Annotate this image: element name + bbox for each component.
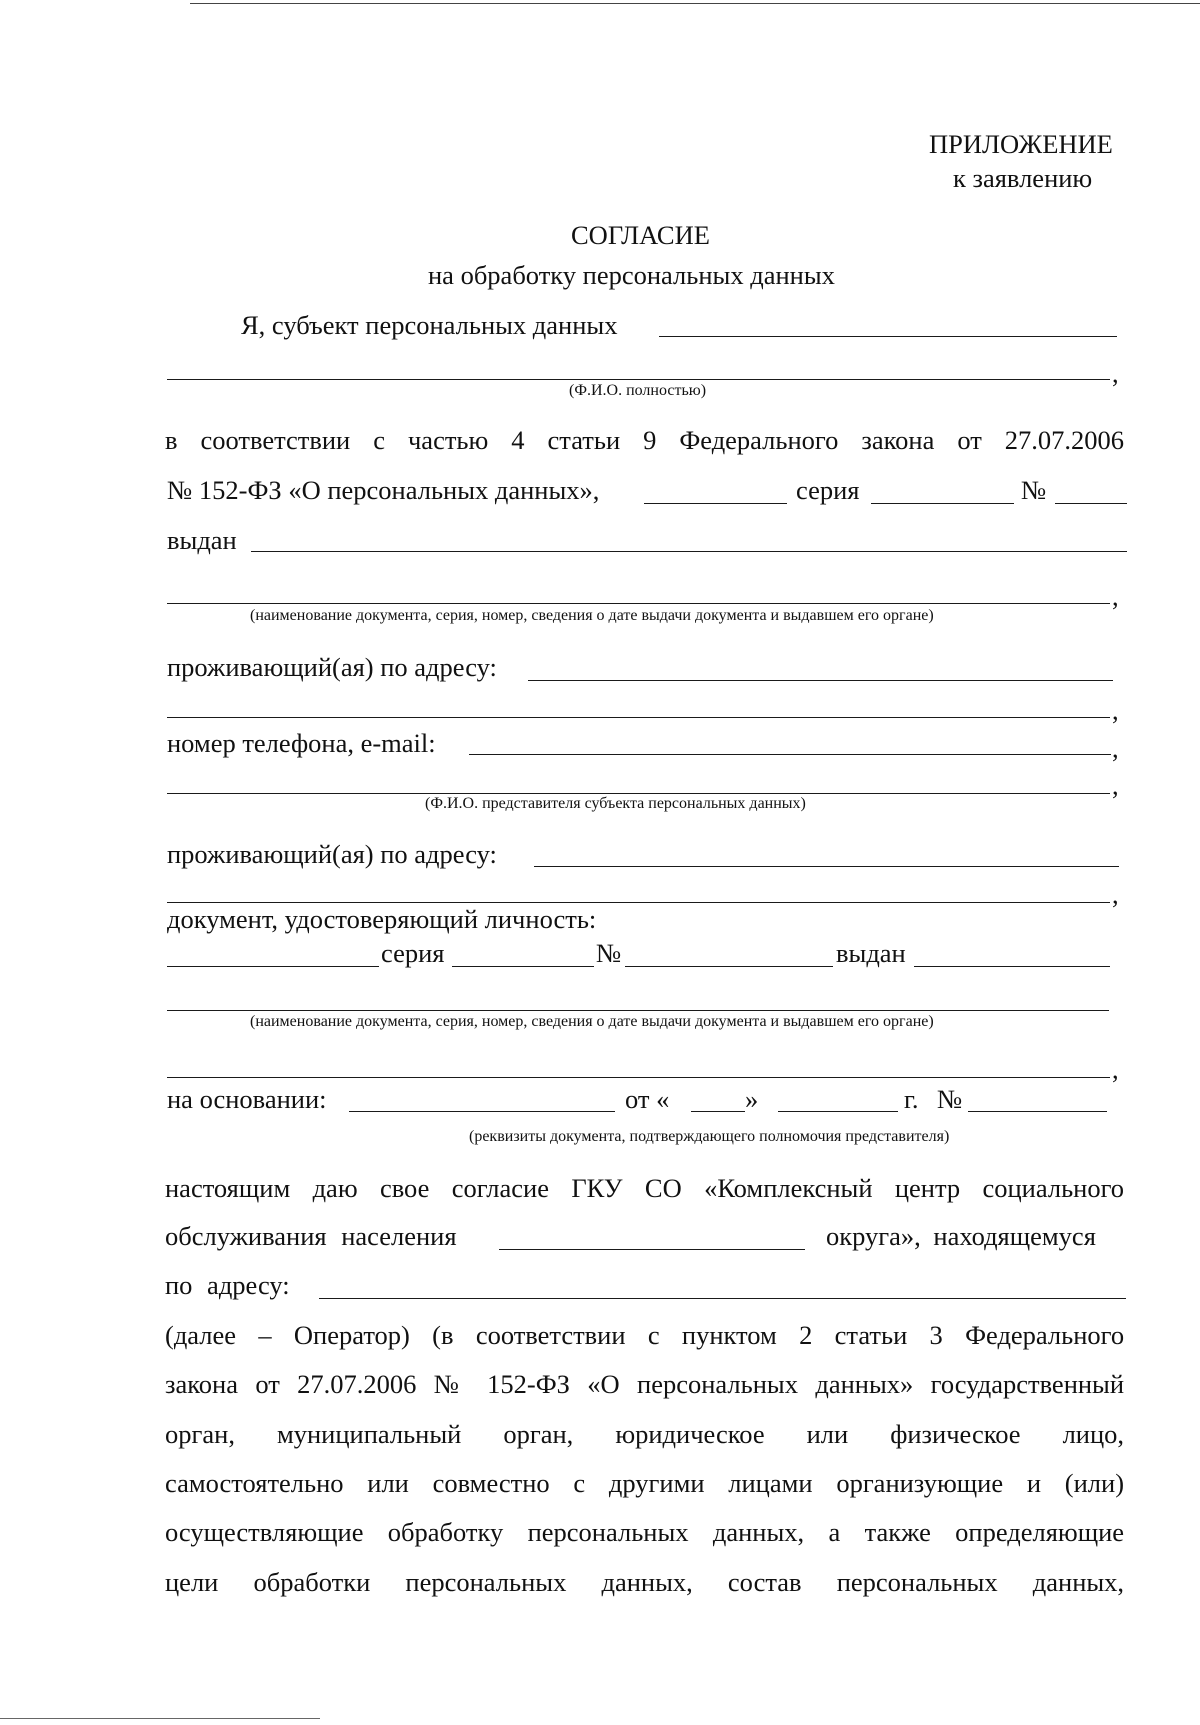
document-number-field[interactable] <box>1055 503 1127 504</box>
subject-name-caption: (Ф.И.О. полностью) <box>569 382 707 399</box>
document-title: СОГЛАСИЕ <box>571 220 710 250</box>
representative-name-field[interactable] <box>167 793 1110 794</box>
residence-label: проживающий(ая) по адресу: <box>167 652 497 682</box>
id-document-type-field[interactable] <box>167 966 379 967</box>
basis-number-field[interactable] <box>968 1111 1107 1112</box>
comma: , <box>1112 358 1119 388</box>
basis-label: на основании: <box>167 1084 327 1114</box>
comma: , <box>1112 733 1119 763</box>
basis-day-field[interactable] <box>691 1111 745 1112</box>
consent-line8: осуществляющие обработку персональных данных, а также определяющие <box>165 1517 1125 1547</box>
id-document-caption: (наименование документа, серия, номер, сведения о дате выдачи документа и выдавшем его органе) <box>250 1013 934 1030</box>
basis-date-from-label: от « <box>625 1084 670 1114</box>
consent-line4: (далее – Оператор) (в соответствии с пунктом 2 статьи 3 Федерального <box>165 1320 1125 1350</box>
scan-edge-bottom <box>0 1718 320 1719</box>
operator-address-field[interactable] <box>319 1298 1126 1299</box>
consent-line1: настоящим даю свое согласие ГКУ СО «Комплексный центр социального <box>165 1173 1125 1203</box>
series-label: серия <box>796 475 860 505</box>
appendix-heading: ПРИЛОЖЕНИЕ <box>929 129 1113 159</box>
residence-address-field[interactable] <box>528 680 1113 681</box>
representative-name-caption: (Ф.И.О. представителя субъекта персональных данных) <box>425 795 806 812</box>
subject-label: Я, субъект персональных данных <box>241 310 618 340</box>
basis-year-label: г. <box>904 1084 919 1114</box>
id-document-details-field-line2[interactable] <box>167 1077 1110 1078</box>
subject-name-field-line2[interactable] <box>167 379 1110 380</box>
residence-address-field-line2[interactable] <box>167 717 1110 718</box>
id-series-label: серия <box>381 938 445 968</box>
law-reference-line1: в соответствии с частью 4 статьи 9 Федерального закона от 27.07.2006 <box>165 425 1125 455</box>
consent-line2-start: обслуживания населения <box>165 1221 457 1251</box>
id-series-field[interactable] <box>452 966 594 967</box>
id-issued-label: выдан <box>836 938 906 968</box>
issued-by-field[interactable] <box>251 551 1127 552</box>
id-issued-field[interactable] <box>914 966 1110 967</box>
id-document-label: документ, удостоверяющий личность: <box>167 904 597 934</box>
basis-close-quote: » <box>745 1084 759 1114</box>
document-type-field[interactable] <box>644 503 787 504</box>
comma: , <box>1112 581 1119 611</box>
district-field[interactable] <box>499 1249 805 1250</box>
representative-residence-label: проживающий(ая) по адресу: <box>167 839 497 869</box>
comma: , <box>1112 879 1119 909</box>
representative-address-field[interactable] <box>534 866 1119 867</box>
comma: , <box>1112 695 1119 725</box>
basis-caption: (реквизиты документа, подтверждающего полномочия представителя) <box>469 1128 950 1145</box>
subject-name-field[interactable] <box>659 336 1117 337</box>
consent-line7: самостоятельно или совместно с другими лицами организующие и (или) <box>165 1468 1125 1498</box>
representative-address-field-line2[interactable] <box>167 902 1110 903</box>
consent-line6: орган, муниципальный орган, юридическое или физическое лицо, <box>165 1419 1125 1449</box>
scan-edge-top <box>190 3 1200 4</box>
basis-document-field[interactable] <box>349 1111 615 1112</box>
basis-number-label: № <box>937 1084 963 1114</box>
issued-by-field-line2[interactable] <box>167 603 1110 604</box>
id-number-label: № <box>596 938 622 968</box>
issued-label: выдан <box>167 525 237 555</box>
id-document-details-field[interactable] <box>167 1010 1109 1011</box>
consent-line5: закона от 27.07.2006 № 152-ФЗ «О персональных данных» государственный <box>165 1369 1125 1399</box>
consent-line2-end: округа», находящемуся <box>826 1221 1096 1251</box>
contact-field[interactable] <box>469 754 1111 755</box>
operator-address-label: по адресу: <box>165 1270 290 1300</box>
number-label: № <box>1021 475 1047 505</box>
basis-month-field[interactable] <box>778 1111 898 1112</box>
consent-line9: цели обработки персональных данных, состав персональных данных, <box>165 1567 1125 1597</box>
document-subtitle: на обработку персональных данных <box>428 260 835 290</box>
document-series-field[interactable] <box>871 503 1014 504</box>
id-number-field[interactable] <box>625 966 833 967</box>
law-reference-line2: № 152-ФЗ «О персональных данных», <box>167 475 600 505</box>
issued-doc-caption: (наименование документа, серия, номер, сведения о дате выдачи документа и выдавшем его органе) <box>250 607 934 624</box>
comma: , <box>1112 770 1119 800</box>
comma: , <box>1112 1054 1119 1084</box>
contact-label: номер телефона, e-mail: <box>167 728 436 758</box>
appendix-subheading: к заявлению <box>953 163 1093 193</box>
